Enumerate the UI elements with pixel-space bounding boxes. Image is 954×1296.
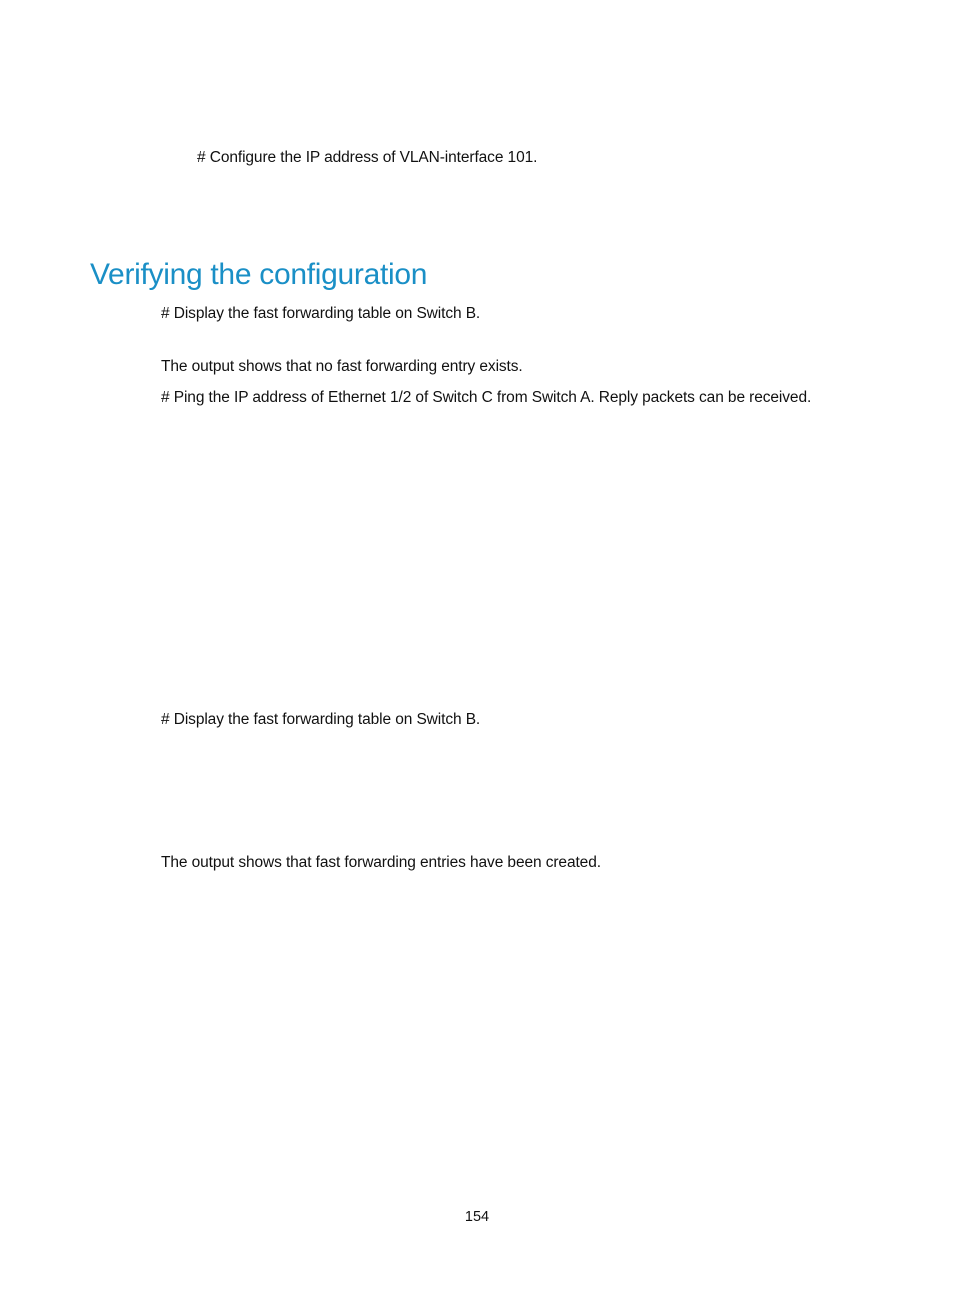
result-no-entry: The output shows that no fast forwarding entry exists. (161, 358, 523, 375)
step-ping: # Ping the IP address of Ethernet 1/2 of Switch C from Switch A. Reply packets can be received. (161, 389, 812, 406)
result-entries-created: The output shows that fast forwarding entries have been created. (161, 854, 601, 871)
section-heading: Verifying the configuration (90, 258, 428, 291)
step-display-table-1: # Display the fast forwarding table on Switch B. (161, 305, 481, 322)
step-display-table-2: # Display the fast forwarding table on Switch B. (161, 711, 481, 728)
page-number: 154 (464, 1209, 490, 1225)
config-step-text: # Configure the IP address of VLAN-interface 101. (197, 149, 538, 166)
